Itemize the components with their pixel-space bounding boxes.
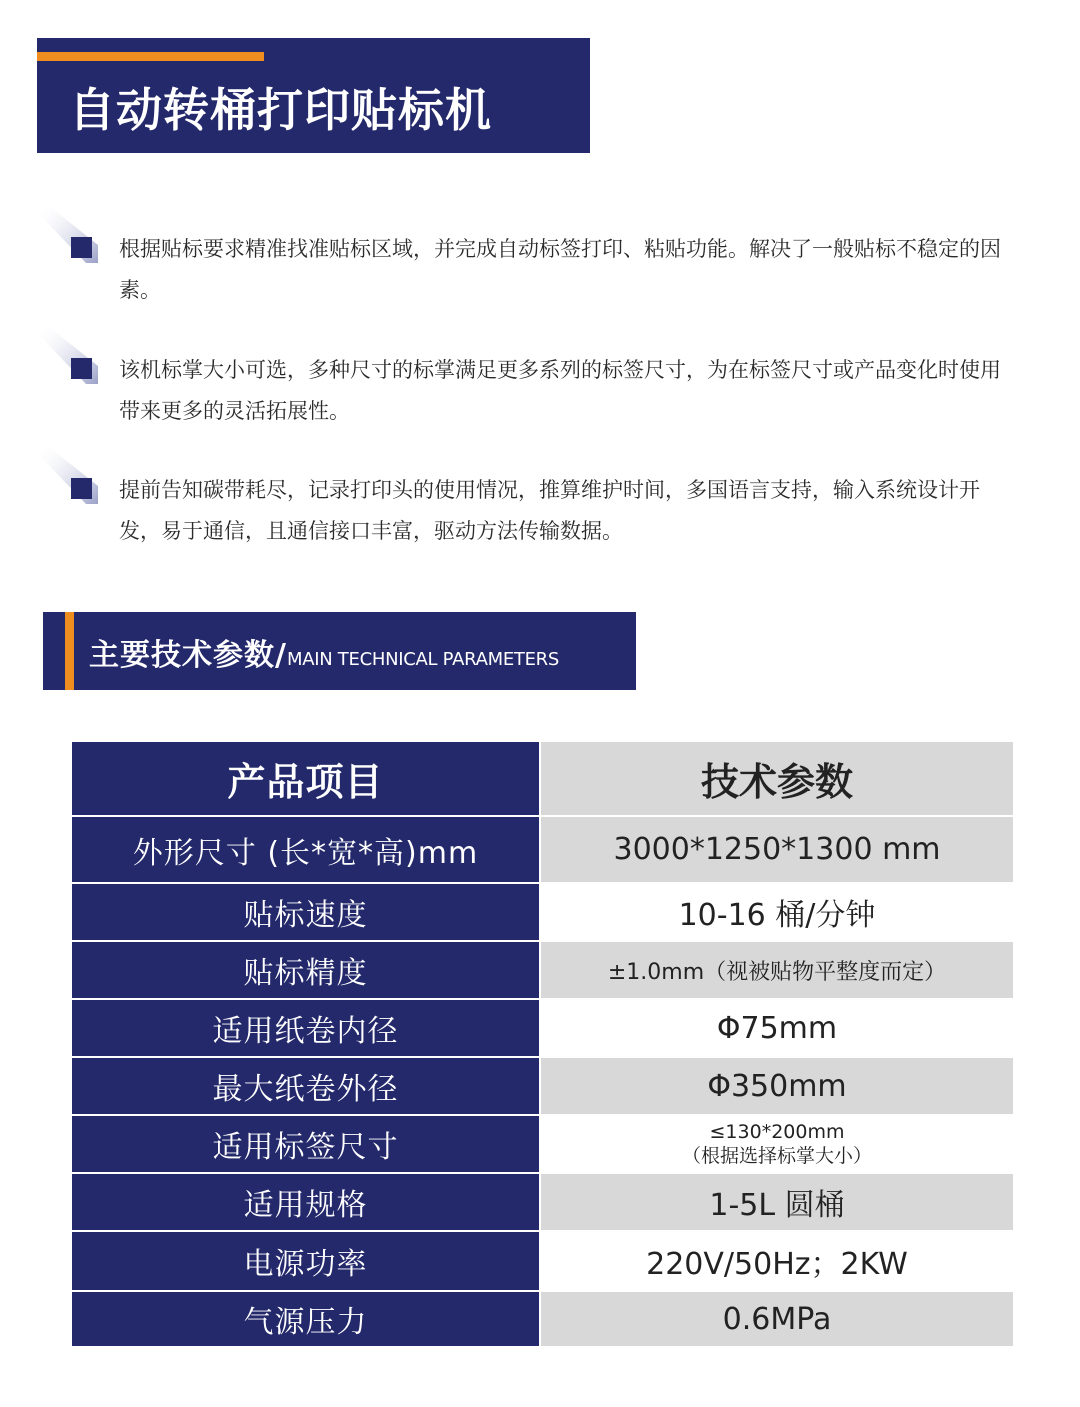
table-header-value: 技术参数 — [541, 742, 1013, 817]
row-item: 气源压力 — [72, 1292, 541, 1348]
row-item: 外形尺寸 (长*宽*高)mm — [72, 817, 541, 884]
row-value-main: ≤130*200mm — [709, 1121, 845, 1143]
section-title-cn: 主要技术参数/ — [89, 638, 287, 673]
bullet-text: 提前告知碳带耗尽，记录打印头的使用情况，推算维护时间，多国语言支持，输入系统设计开发，易于通信，且通信接口丰富，驱动方法传输数据。 — [119, 478, 980, 543]
title-accent-bar — [37, 52, 264, 61]
bullet-square-icon — [71, 478, 92, 499]
row-value: 1-5L 圆桶 — [541, 1174, 1013, 1232]
bullet-text: 根据贴标要求精准找准贴标区域，并完成自动标签打印、粘贴功能。解决了一般贴标不稳定的因素。 — [119, 237, 1001, 302]
title-banner — [37, 38, 590, 153]
page-title: 自动转桶打印贴标机 — [69, 83, 492, 137]
table-row — [72, 1174, 1013, 1232]
row-value: 0.6MPa — [541, 1292, 1013, 1348]
row-value: Φ75mm — [541, 1000, 1013, 1058]
row-value: Φ350mm — [541, 1058, 1013, 1116]
row-value: 10-16 桶/分钟 — [541, 884, 1013, 942]
row-item: 适用纸卷内径 — [72, 1000, 541, 1058]
row-item: 贴标精度 — [72, 942, 541, 1000]
parameters-table — [72, 742, 1013, 1348]
table-row — [72, 1292, 1013, 1348]
section-header — [43, 612, 636, 690]
table-row — [72, 1000, 1013, 1058]
row-item: 最大纸卷外径 — [72, 1058, 541, 1116]
table-row — [72, 1058, 1013, 1116]
row-value-note: （根据选择标掌大小） — [681, 1145, 872, 1167]
table-row — [72, 817, 1013, 884]
table-row — [72, 884, 1013, 942]
row-value: ±1.0mm（视被贴物平整度而定） — [541, 942, 1013, 1000]
row-item: 电源功率 — [72, 1232, 541, 1292]
bullet-text: 该机标掌大小可选，多种尺寸的标掌满足更多系列的标签尺寸，为在标签尺寸或产品变化时使用带来更多的灵活拓展性。 — [119, 358, 1001, 423]
bullet-square-icon — [71, 237, 92, 258]
row-value: 220V/50Hz；2KW — [541, 1232, 1013, 1292]
section-title-en: MAIN TECHNICAL PARAMETERS — [286, 649, 559, 670]
row-item: 适用规格 — [72, 1174, 541, 1232]
table-row — [72, 942, 1013, 1000]
section-title — [89, 630, 559, 674]
bullet-square-icon — [71, 358, 92, 379]
row-item: 贴标速度 — [72, 884, 541, 942]
row-value — [541, 1116, 1013, 1174]
section-accent-bar — [65, 612, 74, 690]
table-row — [72, 1232, 1013, 1292]
row-value: 3000*1250*1300 mm — [541, 817, 1013, 884]
table-header-item: 产品项目 — [72, 742, 541, 817]
table-row — [72, 1116, 1013, 1174]
table-header-row — [72, 742, 1013, 817]
row-item: 适用标签尺寸 — [72, 1116, 541, 1174]
